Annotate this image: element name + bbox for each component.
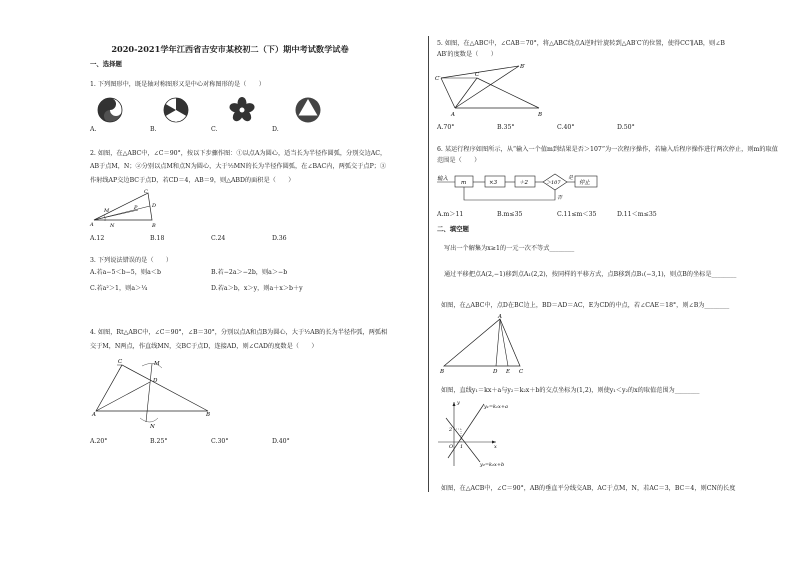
q4-label-d: D (153, 378, 158, 384)
q6-flow-op2: ＋2 (519, 180, 528, 186)
q2-stem-line1: 2. 如图，在△ABC中，∠C＝90°，按以下步骤作图：①以点A为圆心，适当长为半径作圆弧，分别交边AC， (90, 150, 387, 157)
q2-stem-line3: 作射线AP交边BC于点D，若CD＝4，AB＝9，则△ABD的面积是（ ） (90, 177, 295, 184)
q3-option-b: B.若−2a＞−2b，则a＞−b (211, 269, 288, 276)
q5-label-a: A (451, 112, 455, 118)
q6-flow-m: m (461, 180, 467, 186)
q1-figure-c (228, 97, 256, 123)
q4-stem-line1: 4. 如图，Rt△ABC中，∠C＝90°，∠B＝30°，分别以点A和点B为圆心，大于½AB的长为半径作弧，两弧相 (90, 329, 388, 336)
q5-option-c: C.40° (557, 124, 575, 131)
q6-option-b: B.m≤35 (497, 211, 523, 218)
q10-figure (432, 398, 532, 470)
q5-stem-line1: 5. 如图，在△ABC中，∠CAB＝70°，将△ABC绕点A逆时针旋转到△AB′C′的位置，使得CC′∥AB，则∠B (437, 40, 725, 47)
q10-label-y2: y₂=k₂x+b (480, 462, 505, 468)
q6-stem-line1: 6. 某运行程序如图所示，从“输入一个值m到结果是否＞107”为一次程序操作，若输入后程序操作进行两次停止，则m的取值 (437, 146, 778, 153)
q1-option-d: D. (272, 126, 279, 133)
q2-label-d: D (152, 203, 157, 209)
q1-figure-d (296, 98, 321, 123)
q6-flow-no: 否 (557, 195, 563, 201)
q9-label-b: B (440, 369, 445, 375)
q1-option-a: A. (90, 126, 97, 133)
q2-stem-line2: AB于点M，N；②分别以点M和点N为圆心，大于½MN的长为半径作圆弧，在∠BAC内，两弧交于点P；③ (90, 163, 387, 170)
q2-label-b: B (152, 223, 156, 229)
q5-option-b: B.35° (497, 124, 515, 131)
q2-label-c: C (144, 189, 148, 195)
q2-option-b: B.18 (150, 235, 165, 242)
q5-label-b-prime: B′ (520, 64, 526, 70)
q3-option-a: A.若a−5＜b−5，则a＜b (90, 269, 161, 276)
q2-label-p: P (134, 205, 138, 211)
q4-label-b: B (206, 412, 211, 418)
q10-label-o: O (449, 444, 454, 450)
q3-option-d: D.若a＞b，x＞y，则a＋x＞b＋y (211, 285, 303, 292)
q8-stem: 通过平移把点A(2,−1)移到点A₁(2,2)，按同样的平移方式，点B移到点B₁(−3,1)，则点B的坐标是________ (444, 271, 737, 278)
q2-figure (90, 190, 170, 230)
q9-label-e: E (506, 369, 511, 375)
q2-label-a: A (90, 222, 94, 228)
q4-stem-line2: 交于M，N两点，作直线MN，交BC于点D，连接AD，则∠CAD的度数是（ ） (90, 343, 318, 350)
q6-option-c: C.11≤m＜35 (557, 211, 597, 218)
q9-label-d: D (493, 369, 498, 375)
q10-label-y-axis: y (457, 400, 460, 406)
q10-label-x-axis: x (494, 444, 497, 450)
q10-label-1: 1 (460, 444, 464, 450)
q1-figure-a (98, 98, 122, 122)
q3-option-c: C.若a²＞1，则a＞¼ (90, 285, 148, 292)
q1-figures (94, 96, 354, 126)
q6-flow-op1: ×3 (489, 180, 498, 186)
q1-stem: 1. 下列图形中，既是轴对称图形又是中心对称图形的是（ ） (90, 81, 265, 88)
q9-label-a: A (498, 314, 502, 320)
q6-flow-yes: 是 (568, 175, 574, 181)
q6-flow-cond: ＞107 (546, 180, 561, 186)
q1-option-b: B. (150, 126, 157, 133)
q6-option-a: A.m＞11 (437, 211, 464, 218)
q9-stem: 如图，在△ABC中，点D在BC边上，BD＝AD＝AC，E为CD的中点，若∠CAE＝18°，则∠B为________ (441, 302, 730, 309)
q5-label-c-prime: C′ (435, 76, 441, 82)
q9-label-c: C (519, 369, 524, 375)
q4-label-n: N (150, 424, 155, 430)
q6-flow-stop: 停止 (579, 180, 591, 186)
q1-figure-b (164, 98, 188, 122)
q9-figure (438, 314, 528, 376)
q2-label-m: M (104, 208, 110, 214)
q4-label-a: A (92, 412, 96, 418)
q2-option-c: C.24 (211, 235, 226, 242)
q1-option-c: C. (211, 126, 218, 133)
q5-label-c: C (475, 72, 480, 78)
q4-option-d: D.40° (272, 438, 290, 445)
q10-stem: 如图，直线y₁＝kx＋a与y₂＝k₂x＋b的交点坐标为(1,2)，则使y₁＜y₂的x的取值范围为________ (441, 387, 700, 394)
q4-option-a: A.20° (90, 438, 108, 445)
q6-flow-input: 输入 (437, 176, 449, 182)
section-choice: 一、选择题 (90, 60, 122, 68)
q4-option-c: C.30° (211, 438, 229, 445)
q7-stem: 写出一个解集为x≥1的一元一次不等式________ (444, 245, 575, 252)
q6-option-d: D.11＜m≤35 (617, 211, 657, 218)
q4-label-c: C (118, 359, 123, 365)
q2-label-n: N (110, 223, 115, 229)
q3-stem: 3. 下列说法错误的是（ ） (90, 257, 173, 264)
q4-label-m: M (154, 361, 160, 367)
q5-stem-line2: AB′的度数是（ ） (437, 51, 497, 58)
q5-option-a: A.70° (437, 124, 455, 131)
q2-option-d: D.36 (272, 235, 287, 242)
section-fill: 二、填空题 (437, 225, 469, 233)
q11-stem: 如图，在△ACB中，∠C＝90°，AB的垂直平分线交AB，AC于点M，N，若AC＝3，BC＝4，则CN的长度 (441, 485, 736, 492)
q10-label-2: 2 (449, 427, 453, 433)
q6-flowchart (437, 168, 607, 208)
q10-label-y1: y₁=k₁x+a (484, 404, 509, 410)
q5-option-d: D.50° (617, 124, 635, 131)
exam-title: 2020-2021学年江西省吉安市某校初二（下）期中考试数学试卷 (111, 44, 349, 54)
q6-stem-line2: 范围是（ ） (437, 157, 481, 164)
q5-figure (435, 62, 550, 122)
q2-option-a: A.12 (90, 235, 105, 242)
q4-figure (92, 356, 217, 428)
q4-option-b: B.25° (150, 438, 168, 445)
q5-label-b: B (538, 112, 543, 118)
column-divider (428, 36, 429, 492)
